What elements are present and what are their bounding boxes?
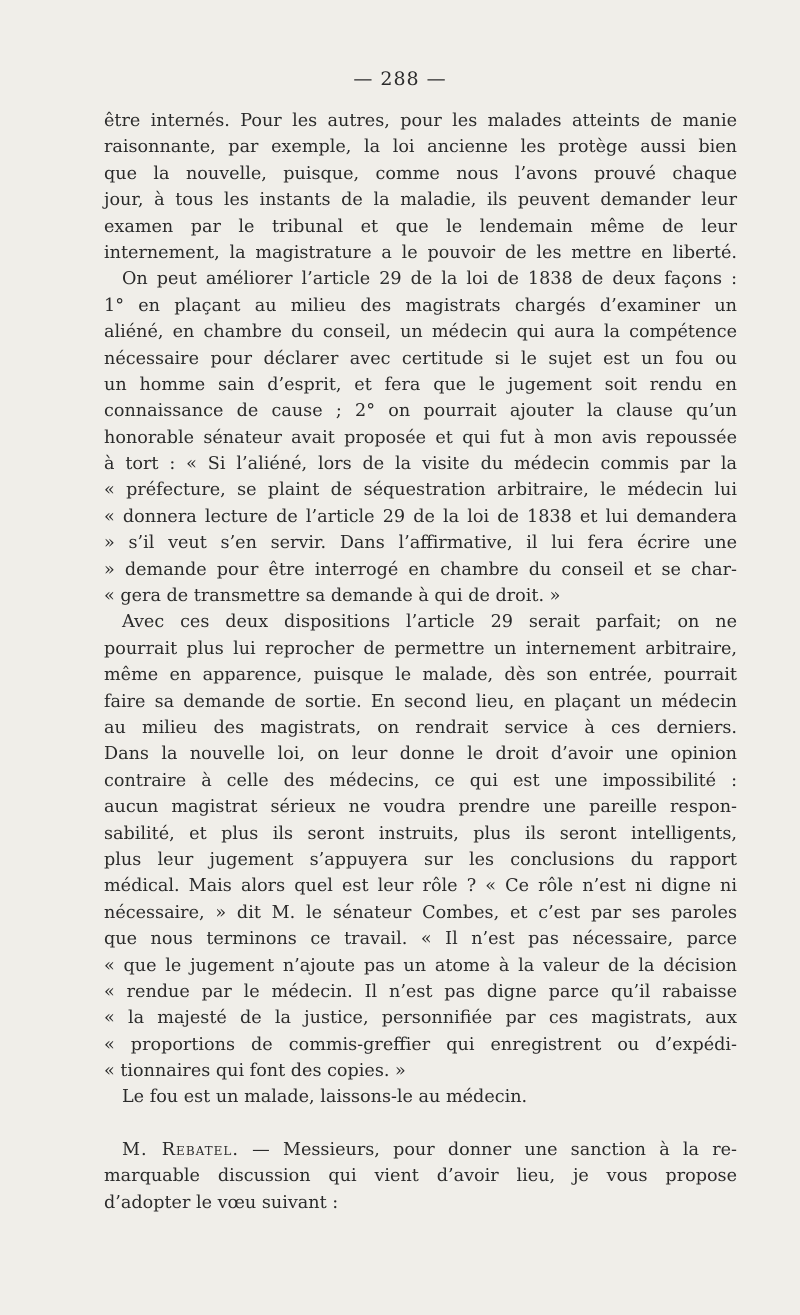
page-number: — 288 — [353, 68, 447, 90]
text-line: même en apparence, puisque le malade, dès son entrée, pourrait [104, 665, 737, 686]
text-line: être internés. Pour les autres, pour les malades atteints de manie [104, 111, 737, 131]
text-line: marquable discussion qui vient d’avoir lieu, je vous propose [104, 1166, 737, 1187]
paragraph [104, 609, 737, 1084]
speaker-line-text: — Messieurs, pour donner une sanction à la re- [238, 1139, 737, 1160]
text-line: jour, à tous les instants de la maladie, ils peuvent demander leur [104, 190, 737, 211]
text-line: au milieu des magistrats, on rendrait service à ces derniers. [104, 717, 737, 738]
text-line: « tionnaires qui font des copies. » [104, 1061, 406, 1082]
text-line: faire sa demande de sortie. En second lieu, en plaçant un médecin [104, 691, 737, 712]
text-line: nécessaire, » dit M. le sénateur Combes, et c’est par ses paroles [104, 902, 737, 923]
paragraph-gap [104, 1111, 737, 1137]
text-line: « gera de transmettre sa demande à qui de droit. » [104, 586, 561, 607]
paragraph [104, 1084, 737, 1110]
text-line: Dans la nouvelle loi, on leur donne le droit d’avoir une opinion [104, 744, 737, 765]
text-line: Avec ces deux dispositions l’article 29 serait parfait; on ne [122, 612, 737, 633]
text-line: 1° en plaçant au milieu des magistrats chargés d’examiner un [104, 295, 737, 316]
text-line: aucun magistrat sérieux ne voudra prendre une pareille respon- [104, 797, 737, 818]
text-line: aliéné, en chambre du conseil, un médecin qui aura la compétence [104, 322, 737, 343]
text-line: « la majesté de la justice, personnifiée par ces magistrats, aux [104, 1008, 737, 1029]
text-line: » demande pour être interrogé en chambre du conseil et se char- [104, 559, 737, 580]
text-line: d’adopter le vœu suivant : [104, 1192, 339, 1213]
text-line: un homme sain d’esprit, et fera que le jugement soit rendu en [104, 374, 737, 395]
text-line: « rendue par le médecin. Il n’est pas digne parce qu’il rabaisse [104, 981, 737, 1002]
text-line: que nous terminons ce travail. « Il n’est pas nécessaire, parce [104, 929, 737, 950]
text-line: contraire à celle des médecins, ce qui est une impossibilité : [104, 770, 737, 791]
text-line: examen par le tribunal et que le lendemain même de leur [104, 216, 737, 237]
text-line: nécessaire pour déclarer avec certitude si le sujet est un fou ou [104, 348, 737, 369]
text-line: raisonnante, par exemple, la loi ancienne les protège aussi bien [104, 137, 737, 158]
text-line: « proportions de commis-greffier qui enregistrent ou d’expédi- [104, 1034, 737, 1055]
text-line: pourrait plus lui reprocher de permettre un internement arbitraire, [104, 638, 737, 659]
paragraph [104, 1137, 737, 1216]
text-line: médical. Mais alors quel est leur rôle ? « Ce rôle n’est ni digne ni [104, 876, 737, 897]
body-text [104, 108, 737, 1216]
text-line: plus leur jugement s’appuyera sur les conclusions du rapport [104, 849, 737, 870]
paragraph [104, 108, 737, 266]
text-line: connaissance de cause ; 2° on pourrait ajouter la clause qu’un [104, 401, 737, 422]
text-line: » s’il veut s’en servir. Dans l’affirmative, il lui fera écrire une [104, 533, 737, 554]
text-line [104, 1137, 737, 1163]
text-line: « donnera lecture de l’article 29 de la loi de 1838 et lui demandera [104, 506, 737, 527]
text-line: honorable sénateur avait proposée et qui fut à mon avis repoussée [104, 427, 737, 448]
text-line: « que le jugement n’ajoute pas un atome à la valeur de la décision [104, 955, 737, 976]
text-line: que la nouvelle, puisque, comme nous l’avons prouvé chaque [104, 163, 737, 184]
text-line: « préfecture, se plaint de séquestration arbitraire, le médecin lui [104, 480, 737, 501]
text-line: internement, la magistrature a le pouvoir de les mettre en liberté. [104, 242, 737, 263]
paragraph [104, 266, 737, 609]
text-line: Le fou est un malade, laissons-le au médecin. [122, 1087, 528, 1108]
text-line: sabilité, et plus ils seront instruits, plus ils seront intelligents, [104, 823, 737, 844]
text-line: à tort : « Si l’aliéné, lors de la visite du médecin commis par la [104, 454, 737, 475]
text-line: On peut améliorer l’article 29 de la loi de 1838 de deux façons : [122, 269, 737, 290]
speaker-name: M. Rebatel. [122, 1139, 239, 1160]
